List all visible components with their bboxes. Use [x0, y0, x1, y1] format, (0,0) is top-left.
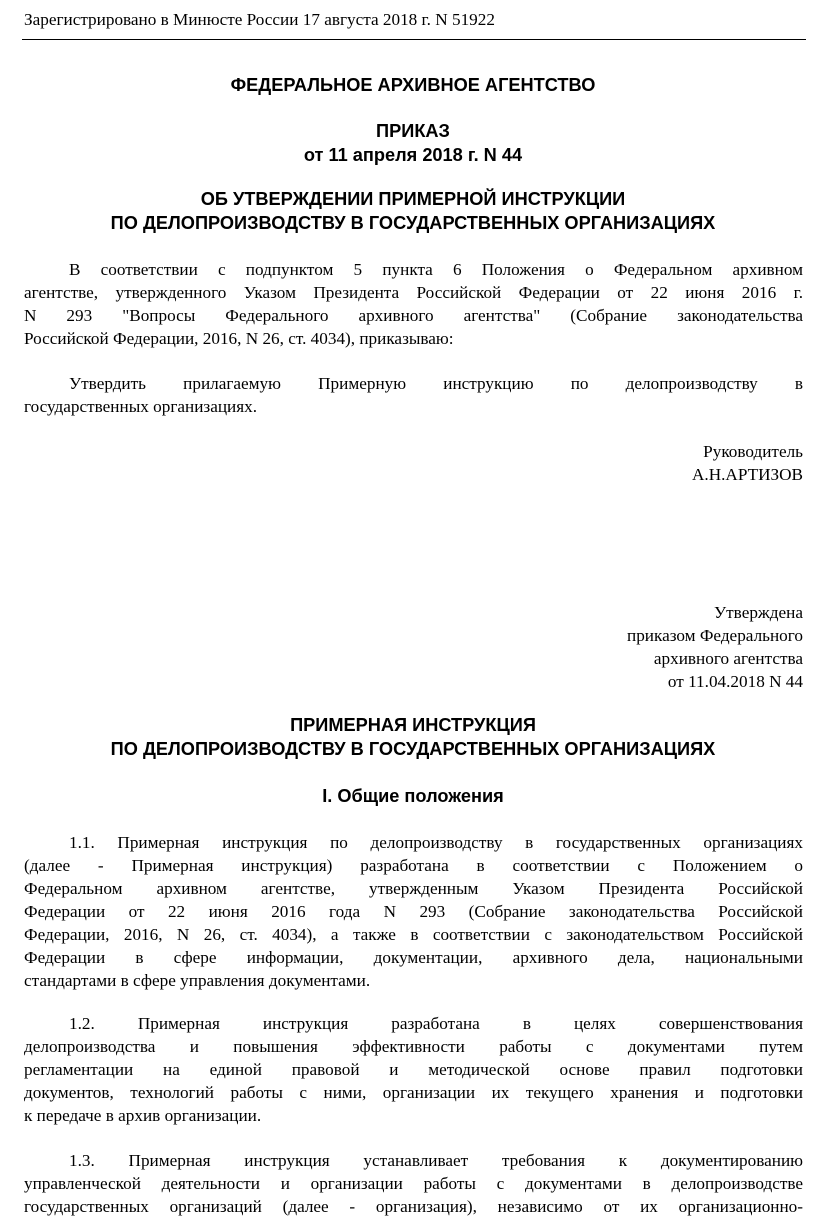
paragraph-line: делопроизводства и повышения эффективности работы с документами путем: [24, 1037, 803, 1056]
approval-stamp-block: [627, 601, 803, 693]
order-subject-line-2: ПО ДЕЛОПРОИЗВОДСТВУ В ГОСУДАРСТВЕННЫХ ОРГАНИЗАЦИЯХ: [110, 213, 716, 233]
paragraph-line: государственных организациях.: [24, 397, 258, 416]
instruction-title-line-1: ПРИМЕРНАЯ ИНСТРУКЦИЯ: [290, 715, 536, 735]
order-date-number: от 11 апреля 2018 г. N 44: [303, 145, 523, 165]
agency-title: ФЕДЕРАЛЬНОЕ АРХИВНОЕ АГЕНТСТВО: [230, 75, 596, 95]
signatory-name: А.Н.АРТИЗОВ: [692, 465, 803, 484]
signatory-position: Руководитель: [703, 442, 803, 461]
paragraph-line: Федеральном архивном агентстве, утвержденным Указом Президента Российской: [24, 879, 803, 898]
registration-note: Зарегистрировано в Минюсте России 17 августа 2018 г. N 51922: [24, 10, 495, 29]
paragraph-1-1: [24, 831, 803, 992]
paragraph-line: Утвердить прилагаемую Примерную инструкцию по делопроизводству в: [69, 374, 803, 393]
paragraph-line: В соответствии с подпунктом 5 пункта 6 Положения о Федеральном архивном: [69, 260, 803, 279]
paragraph-line: N 293 "Вопросы Федерального архивного агентства" (Собрание законодательства: [24, 306, 803, 325]
section-title: I. Общие положения: [322, 786, 504, 806]
paragraph-line: агентстве, утвержденного Указом Президента Российской Федерации от 22 июня 2016 г.: [24, 283, 803, 302]
approval-line: архивного агентства: [653, 649, 803, 668]
signature-block: [692, 440, 803, 486]
order-subject: [22, 187, 804, 235]
preamble-paragraph: [24, 258, 803, 350]
paragraph-line: к передаче в архив организации.: [24, 1106, 262, 1125]
order-title: ПРИКАЗ: [376, 121, 450, 141]
paragraph-line: 1.1. Примерная инструкция по делопроизводству в государственных организациях: [69, 833, 803, 852]
paragraph-line: стандартами в сфере управления документами.: [24, 971, 371, 990]
paragraph-line: Федерации от 22 июня 2016 года N 293 (Собрание законодательства Российской: [24, 902, 803, 921]
approval-line: приказом Федерального: [627, 626, 803, 645]
paragraph-line: государственных организаций (далее - организация), независимо от их организационно-: [24, 1197, 803, 1216]
paragraph-line: Федерации в сфере информации, документации, архивного дела, национальными: [24, 948, 803, 967]
resolution-paragraph: [24, 372, 803, 418]
header-divider: [22, 39, 806, 40]
approval-line: от 11.04.2018 N 44: [667, 672, 803, 691]
instruction-title-line-2: ПО ДЕЛОПРОИЗВОДСТВУ В ГОСУДАРСТВЕННЫХ ОРГАНИЗАЦИЯХ: [110, 739, 716, 759]
paragraph-line: Российской Федерации, 2016, N 26, ст. 4034), приказываю:: [24, 329, 454, 348]
paragraph-line: (далее - Примерная инструкция) разработана в соответствии с Положением о: [24, 856, 803, 875]
instruction-title: [22, 713, 804, 761]
paragraph-line: регламентации на единой правовой и методической основе правил подготовки: [24, 1060, 803, 1079]
paragraph-1-2: [24, 1012, 803, 1127]
order-subject-line-1: ОБ УТВЕРЖДЕНИИ ПРИМЕРНОЙ ИНСТРУКЦИИ: [200, 189, 626, 209]
approval-line: Утверждена: [714, 603, 803, 622]
paragraph-line: документов, технологий работы с ними, организации их текущего хранения и подготовки: [24, 1083, 803, 1102]
paragraph-line: Федерации, 2016, N 26, ст. 4034), а также в соответствии с законодательством Российской: [24, 925, 803, 944]
order-heading: [22, 119, 804, 167]
paragraph-line: управленческой деятельности и организации работы с документами в делопроизводстве: [24, 1174, 803, 1193]
paragraph-line: 1.3. Примерная инструкция устанавливает требования к документированию: [69, 1151, 803, 1170]
paragraph-line: 1.2. Примерная инструкция разработана в целях совершенствования: [69, 1014, 803, 1033]
paragraph-1-3: [24, 1149, 803, 1218]
